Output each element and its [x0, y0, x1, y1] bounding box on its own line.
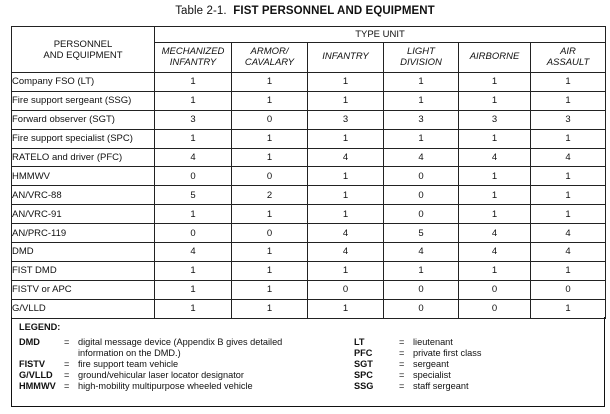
- row-label: DMD: [12, 243, 155, 262]
- legend-equals: =: [399, 348, 405, 358]
- table-number: Table 2-1.: [175, 5, 227, 17]
- table-row: [12, 243, 606, 262]
- value-cell: 0: [459, 299, 531, 318]
- table-row: [12, 167, 606, 186]
- row-label: AN/VRC-88: [12, 186, 155, 205]
- value-cell: 1: [232, 205, 308, 224]
- value-cell: 1: [155, 299, 232, 318]
- value-cell: 0: [155, 167, 232, 186]
- value-cell: 1: [232, 129, 308, 148]
- value-cell: 4: [384, 148, 459, 167]
- value-cell: 1: [308, 299, 384, 318]
- column-header: INFANTRY: [308, 43, 384, 73]
- table-row: [12, 205, 606, 224]
- legend-abbr: FISTV: [19, 358, 46, 369]
- legend-equals: =: [64, 369, 70, 380]
- value-cell: 1: [308, 91, 384, 110]
- value-cell: 4: [155, 243, 232, 262]
- value-cell: 2: [232, 186, 308, 205]
- value-cell: 0: [308, 280, 384, 299]
- legend-entry: [354, 359, 449, 370]
- value-cell: 1: [232, 91, 308, 110]
- value-cell: 0: [155, 224, 232, 243]
- legend-entry: [19, 359, 178, 370]
- legend-equals: =: [399, 337, 405, 347]
- legend-definition: specialist: [413, 370, 451, 380]
- value-cell: 4: [531, 243, 606, 262]
- row-label: Forward observer (SGT): [12, 110, 155, 129]
- value-cell: 4: [308, 224, 384, 243]
- value-cell: 1: [155, 205, 232, 224]
- value-cell: 1: [384, 91, 459, 110]
- value-cell: 3: [384, 110, 459, 129]
- value-cell: 1: [531, 205, 606, 224]
- value-cell: 1: [308, 186, 384, 205]
- value-cell: 1: [531, 186, 606, 205]
- table-row: [12, 224, 606, 243]
- table-row: [12, 91, 606, 110]
- value-cell: 0: [531, 280, 606, 299]
- column-header: LIGHT DIVISION: [384, 43, 459, 73]
- row-label: Company FSO (LT): [12, 73, 155, 92]
- value-cell: 1: [155, 129, 232, 148]
- value-cell: 0: [384, 167, 459, 186]
- value-cell: 1: [308, 73, 384, 92]
- legend-abbr: SSG: [354, 381, 374, 391]
- table-row: [12, 148, 606, 167]
- legend-entry: [19, 381, 253, 392]
- value-cell: 1: [459, 73, 531, 92]
- value-cell: 1: [232, 243, 308, 262]
- legend-abbr: G/VLLD: [19, 369, 53, 380]
- table-row: [12, 261, 606, 280]
- value-cell: 4: [155, 148, 232, 167]
- value-cell: 4: [459, 243, 531, 262]
- value-cell: 1: [459, 261, 531, 280]
- table-row: [12, 280, 606, 299]
- value-cell: 1: [531, 91, 606, 110]
- value-cell: 3: [459, 110, 531, 129]
- legend-entry: [19, 370, 244, 381]
- value-cell: 5: [155, 186, 232, 205]
- legend-definition: digital message device (Appendix B gives detailed information on the DMD.): [78, 337, 283, 358]
- row-label: FISTV or APC: [12, 280, 155, 299]
- value-cell: 1: [459, 129, 531, 148]
- value-cell: 1: [384, 261, 459, 280]
- value-cell: 1: [308, 205, 384, 224]
- table-row: [12, 299, 606, 318]
- legend-equals: =: [64, 380, 70, 391]
- row-label: FIST DMD: [12, 261, 155, 280]
- value-cell: 1: [531, 73, 606, 92]
- table-row: [12, 129, 606, 148]
- row-label: AN/VRC-91: [12, 205, 155, 224]
- value-cell: 0: [384, 280, 459, 299]
- value-cell: 1: [308, 261, 384, 280]
- table-row: [12, 110, 606, 129]
- value-cell: 0: [459, 280, 531, 299]
- table-name: FIST PERSONNEL AND EQUIPMENT: [233, 5, 435, 17]
- type-unit-header: TYPE UNIT: [155, 27, 606, 43]
- value-cell: 1: [232, 261, 308, 280]
- legend-entry: [19, 337, 282, 358]
- row-label: G/VLLD: [12, 299, 155, 318]
- legend-abbr: HMMWV: [19, 380, 56, 391]
- value-cell: 0: [232, 110, 308, 129]
- row-label: Fire support sergeant (SSG): [12, 91, 155, 110]
- column-header: MECHANIZED INFANTRY: [155, 43, 232, 73]
- table-row: [12, 73, 606, 92]
- value-cell: 1: [232, 73, 308, 92]
- value-cell: 1: [384, 129, 459, 148]
- legend-equals: =: [399, 359, 405, 369]
- table-row: [12, 186, 606, 205]
- legend-definition: private first class: [413, 348, 482, 358]
- column-header: AIR ASSAULT: [531, 43, 606, 73]
- value-cell: 1: [308, 129, 384, 148]
- legend-abbr: DMD: [19, 337, 40, 347]
- value-cell: 1: [155, 73, 232, 92]
- value-cell: 3: [155, 110, 232, 129]
- value-cell: 1: [531, 167, 606, 186]
- value-cell: 4: [308, 243, 384, 262]
- value-cell: 1: [531, 261, 606, 280]
- value-cell: 1: [232, 299, 308, 318]
- legend-definition: sergeant: [413, 359, 449, 369]
- legend-definition: fire support team vehicle: [78, 358, 179, 369]
- value-cell: 5: [384, 224, 459, 243]
- value-cell: 1: [155, 280, 232, 299]
- value-cell: 4: [459, 224, 531, 243]
- value-cell: 4: [531, 224, 606, 243]
- row-label: Fire support specialist (SPC): [12, 129, 155, 148]
- value-cell: 1: [232, 148, 308, 167]
- value-cell: 4: [384, 243, 459, 262]
- legend-definition: high-mobility multipurpose wheeled vehicle: [78, 380, 253, 391]
- legend-abbr: SPC: [354, 370, 373, 380]
- legend-abbr: PFC: [354, 348, 373, 358]
- column-header: ARMOR/ CAVALARY: [232, 43, 308, 73]
- column-header: AIRBORNE: [459, 43, 531, 73]
- value-cell: 1: [308, 167, 384, 186]
- value-cell: 1: [155, 261, 232, 280]
- value-cell: 1: [155, 91, 232, 110]
- legend-abbr: SGT: [354, 359, 373, 369]
- legend-definition: staff sergeant: [413, 381, 469, 391]
- legend-equals: =: [64, 358, 70, 369]
- legend-equals: =: [399, 370, 405, 380]
- value-cell: 3: [308, 110, 384, 129]
- row-header-line: PERSONNEL: [53, 38, 113, 50]
- row-label: AN/PRC-119: [12, 224, 155, 243]
- value-cell: 4: [531, 148, 606, 167]
- legend: [11, 317, 605, 407]
- legend-entry: [354, 337, 453, 348]
- legend-definition: lieutenant: [413, 337, 453, 347]
- legend-definition: ground/vehicular laser locator designator: [78, 369, 244, 380]
- value-cell: 0: [384, 205, 459, 224]
- legend-equals: =: [399, 381, 405, 391]
- value-cell: 1: [384, 73, 459, 92]
- value-cell: 1: [459, 205, 531, 224]
- value-cell: 1: [531, 129, 606, 148]
- value-cell: 0: [232, 224, 308, 243]
- value-cell: 4: [308, 148, 384, 167]
- personnel-equipment-table: [11, 26, 606, 319]
- value-cell: 0: [384, 299, 459, 318]
- value-cell: 1: [459, 167, 531, 186]
- value-cell: 1: [459, 186, 531, 205]
- table-title: [0, 5, 610, 17]
- value-cell: 0: [384, 186, 459, 205]
- row-header-line: AND EQUIPMENT: [43, 49, 123, 61]
- legend-entry: [354, 381, 469, 392]
- legend-abbr: LT: [354, 337, 365, 347]
- value-cell: 1: [232, 280, 308, 299]
- value-cell: 3: [531, 110, 606, 129]
- legend-entry: [354, 370, 451, 381]
- value-cell: 1: [459, 91, 531, 110]
- value-cell: 1: [531, 299, 606, 318]
- value-cell: 4: [459, 148, 531, 167]
- value-cell: 0: [232, 167, 308, 186]
- legend-equals: =: [64, 337, 70, 347]
- row-header-cell: [12, 27, 155, 73]
- row-label: HMMWV: [12, 167, 155, 186]
- legend-heading: LEGEND:: [19, 322, 61, 332]
- legend-entry: [354, 348, 481, 359]
- row-label: RATELO and driver (PFC): [12, 148, 155, 167]
